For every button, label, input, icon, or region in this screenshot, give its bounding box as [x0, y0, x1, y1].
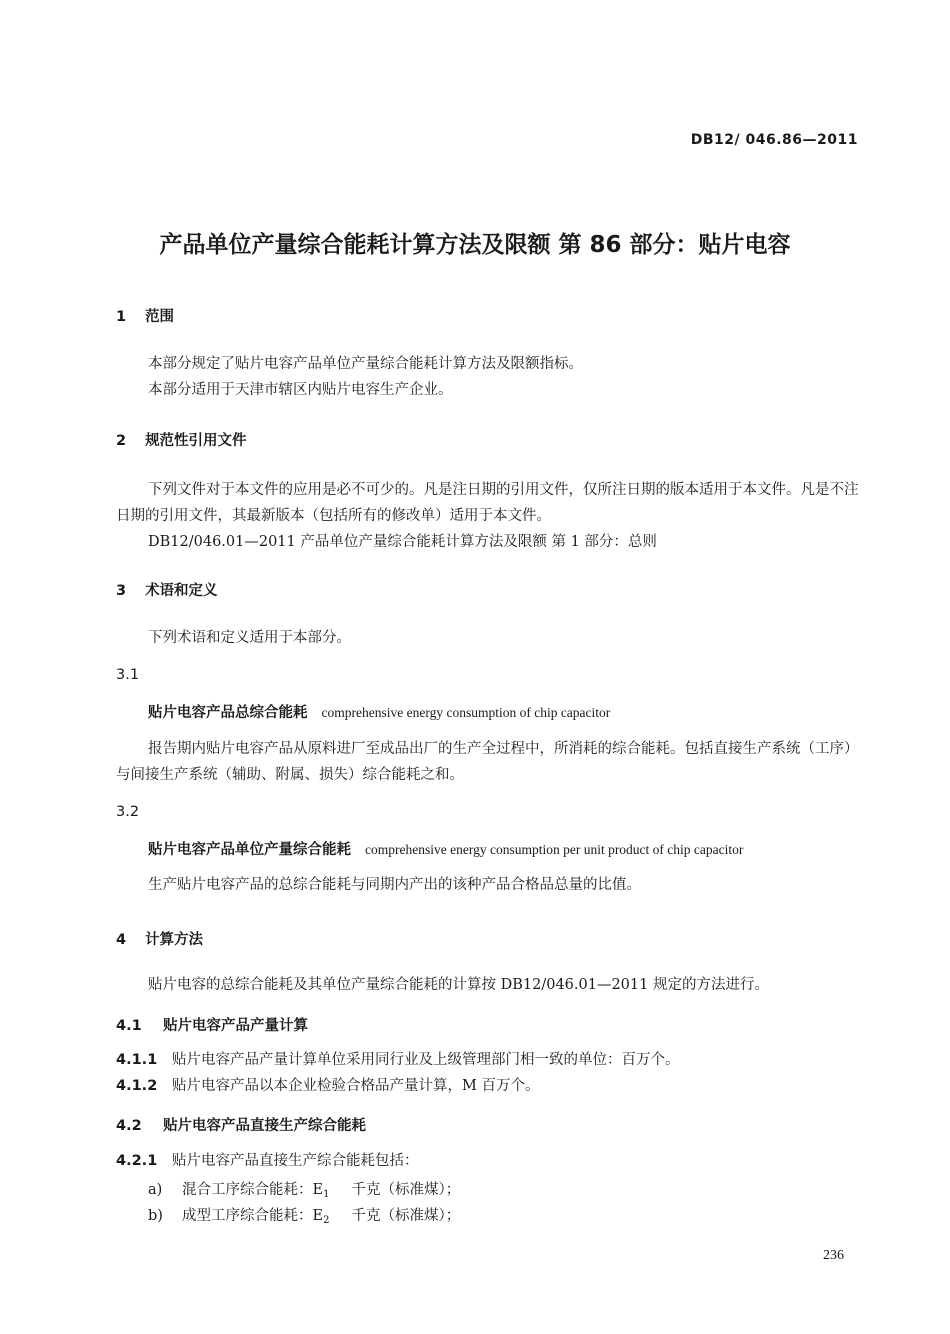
standard-code: DB12/ 046.86—2011	[690, 132, 858, 148]
term-3-1-number: 3.1	[116, 667, 140, 683]
scope-paragraph-2: 本部分适用于天津市辖区内贴片电容生产企业。	[148, 382, 453, 398]
term-3-1-title	[116, 700, 860, 726]
clause-number: 4.2.1	[116, 1153, 158, 1169]
list-item-b	[148, 1204, 460, 1226]
section-title: 贴片电容产品产量计算	[163, 1018, 309, 1034]
term-3-2-definition: 生产贴片电容产品的总综合能耗与同期内产出的该种产品合格品总量的比值。	[148, 877, 641, 893]
term-chinese: 贴片电容产品单位产量综合能耗	[148, 842, 351, 858]
list-label: 混合工序综合能耗：E	[182, 1182, 324, 1198]
scope-paragraph-1: 本部分规定了贴片电容产品单位产量综合能耗计算方法及限额指标。	[148, 356, 583, 372]
section-4-1-heading	[116, 1014, 308, 1035]
list-marker: a)	[148, 1182, 163, 1198]
list-item-a	[148, 1178, 460, 1200]
section-title: 范围	[145, 309, 175, 325]
list-marker: b)	[148, 1208, 163, 1224]
term-english: comprehensive energy consumption per unit product of chip capacitor	[365, 842, 744, 857]
clause-text: 贴片电容产品产量计算单位采用同行业及上级管理部门相一致的单位：百万个。	[172, 1052, 680, 1068]
section-number: 3	[116, 583, 127, 599]
clause-number: 4.1.2	[116, 1078, 158, 1094]
clause-4-2-1	[116, 1148, 860, 1174]
clause-text: 贴片电容产品直接生产综合能耗包括：	[172, 1153, 419, 1169]
section-title: 贴片电容产品直接生产综合能耗	[163, 1118, 367, 1134]
references-paragraph: 下列文件对于本文件的应用是必不可少的。凡是注日期的引用文件，仅所注日期的版本适用于本文件。凡是不注日期的引用文件，其最新版本（包括所有的修改单）适用于本文件。	[116, 482, 859, 524]
subscript: 1	[323, 1189, 330, 1200]
term-3-1-definition: 报告期内贴片电容产品从原料进厂至成品出厂的生产全过程中，所消耗的综合能耗。包括直接生产系统（工序）与间接生产系统（辅助、附属、损失）综合能耗之和。	[116, 741, 859, 783]
terms-intro: 下列术语和定义适用于本部分。	[148, 630, 351, 646]
list-unit: 千克（标准煤）；	[351, 1208, 461, 1224]
section-2-heading	[116, 429, 247, 450]
section-number: 4.1	[116, 1018, 142, 1034]
section-number: 1	[116, 309, 127, 325]
section-4-heading	[116, 928, 203, 949]
section-3-heading	[116, 579, 218, 600]
section-title: 计算方法	[145, 932, 204, 948]
term-english: comprehensive energy consumption of chip capacitor	[321, 705, 611, 720]
subscript: 2	[323, 1215, 330, 1226]
section-4-2-heading	[116, 1114, 366, 1135]
list-label: 成型工序综合能耗：E	[182, 1208, 324, 1224]
reference-document: DB12/046.01—2011 产品单位产量综合能耗计算方法及限额 第 1 部分：总则	[148, 534, 657, 550]
document-title: 产品单位产量综合能耗计算方法及限额 第 86 部分：贴片电容	[159, 232, 791, 258]
section-number: 4	[116, 932, 127, 948]
clause-text: 贴片电容产品以本企业检验合格品产量计算，M 百万个。	[172, 1078, 540, 1094]
section-1-heading	[116, 305, 174, 326]
list-unit: 千克（标准煤）；	[351, 1182, 461, 1198]
clause-4-1-1	[116, 1047, 860, 1073]
clause-number: 4.1.1	[116, 1052, 158, 1068]
section-title: 术语和定义	[145, 583, 218, 599]
section-title: 规范性引用文件	[145, 433, 247, 449]
term-chinese: 贴片电容产品总综合能耗	[148, 705, 308, 721]
section-number: 4.2	[116, 1118, 142, 1134]
clause-4-1-2	[116, 1073, 860, 1099]
calculation-method-paragraph: 贴片电容的总综合能耗及其单位产量综合能耗的计算按 DB12/046.01—2011 规定的方法进行。	[148, 977, 769, 993]
term-3-2-title	[116, 837, 860, 863]
section-number: 2	[116, 433, 127, 449]
term-3-2-number: 3.2	[116, 804, 140, 820]
page-number: 236	[823, 1248, 844, 1263]
